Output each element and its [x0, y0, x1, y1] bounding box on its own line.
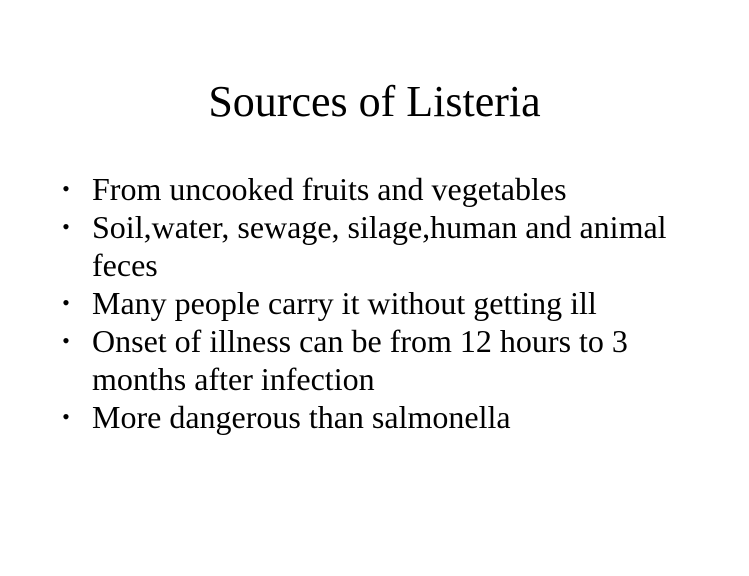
- bullet-dot-icon: •: [62, 328, 70, 353]
- bullet-text: Many people carry it without getting ill: [92, 285, 597, 321]
- slide-title: Sources of Listeria: [208, 77, 541, 126]
- bullet-dot-icon: •: [62, 404, 70, 429]
- bullet-text: More dangerous than salmonella: [92, 399, 511, 435]
- bullet-item: [56, 398, 716, 436]
- bullet-dot-icon: •: [62, 176, 70, 201]
- bullet-list: [56, 170, 716, 436]
- bullet-text: From uncooked fruits and vegetables: [92, 171, 567, 207]
- bullet-dot-icon: •: [62, 290, 70, 315]
- bullet-item: [56, 208, 716, 284]
- bullet-item: [56, 170, 716, 208]
- bullet-dot-icon: •: [62, 214, 70, 239]
- bullet-text: Soil,water, sewage, silage,human and animal feces: [92, 209, 667, 283]
- bullet-text: Onset of illness can be from 12 hours to 3 months after infection: [92, 323, 628, 397]
- bullet-item: [56, 322, 716, 398]
- bullet-item: [56, 284, 716, 322]
